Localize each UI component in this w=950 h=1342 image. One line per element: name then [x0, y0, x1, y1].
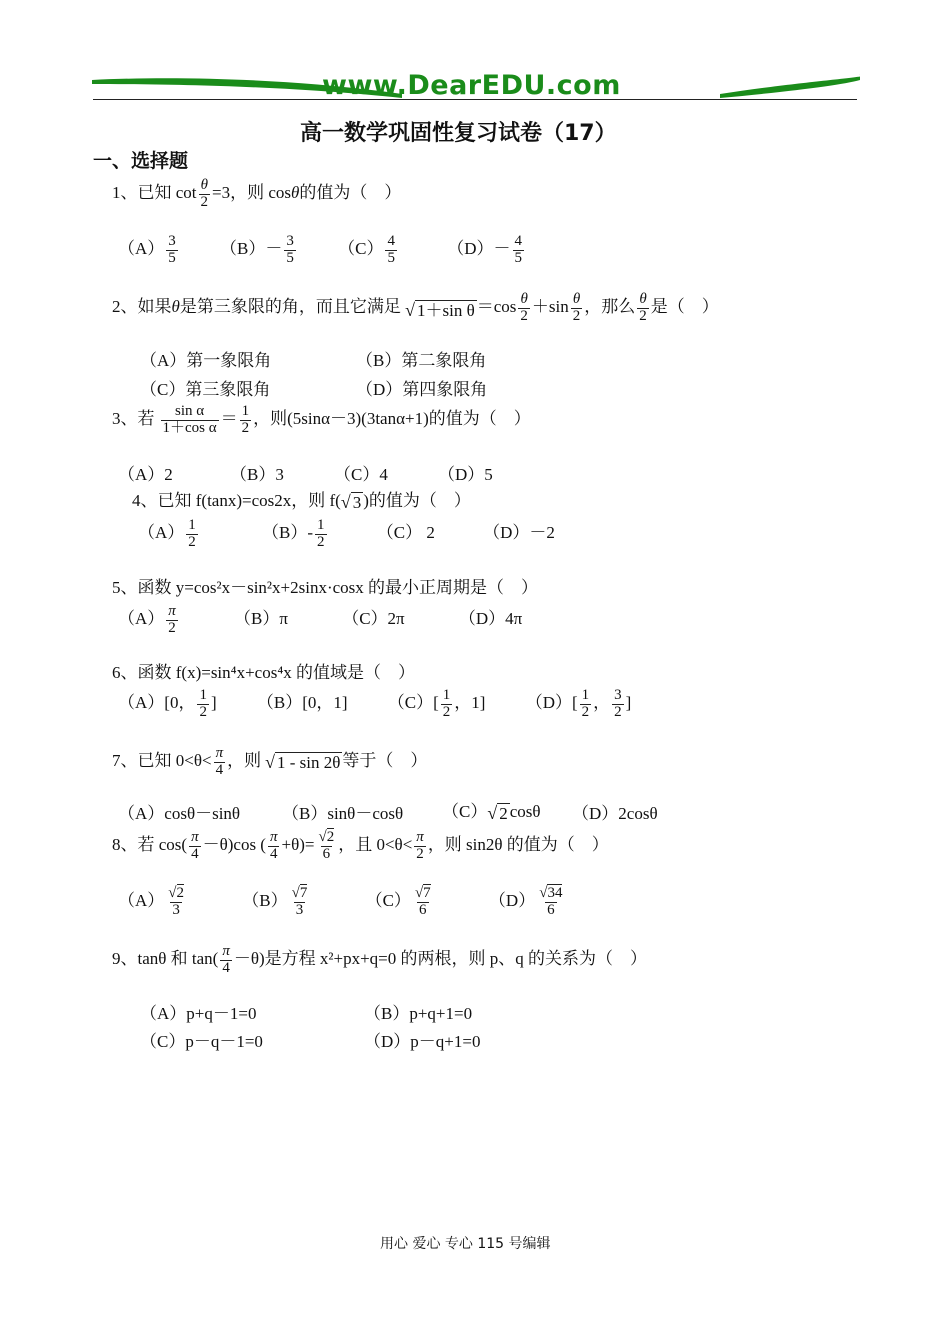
- q8-option-b: （B） $\frac{√7}{3}$: [242, 885, 308, 918]
- section-heading: 一、选择题: [93, 150, 189, 172]
- q2-option-a: （A）第一象限角: [140, 351, 272, 370]
- q9-option-b: （B）p+q+1=0: [364, 1004, 473, 1023]
- banner-logo-text: www.DearEDU.com: [322, 70, 621, 101]
- q3-option-b: （B）3: [230, 465, 284, 484]
- question-5: 5、函数 y=cos²x－sin²x+2sinx·cosx 的最小正周期是（ ）: [112, 578, 539, 597]
- question-1: 1、已知 cot $\frac{\theta}{2}$ =3，则 cosθ的值为（ ）: [112, 177, 402, 210]
- q5-options: [118, 604, 522, 637]
- q7-option-b: （B）sinθ－cosθ: [282, 804, 404, 823]
- q1-text-b: =3，则 cos: [212, 183, 292, 203]
- q2-option-c: （C）第三象限角: [140, 380, 271, 399]
- q8-option-c: （C） $\frac{√7}{6}$: [365, 885, 431, 918]
- q4-option-a: （A） $\frac{1}{2}$: [138, 517, 196, 550]
- q6-options: [118, 688, 631, 721]
- question-9: 9、tanθ 和 tan( $\frac{\pi}{4}$ －θ)是方程 x²+px+q=0 的两根，则 p、q 的关系为（ ）: [112, 943, 648, 976]
- q6-option-d: （D）[ $\frac{1}{2}$ ， $\frac{3}{2}$ ]: [525, 687, 632, 720]
- page-footer: 用心 爱心 专心 115 号编辑: [380, 1236, 551, 1252]
- q1-option-a: （A） $\frac{3}{5}$: [118, 233, 176, 266]
- q7-option-a: （A）cosθ－sinθ: [118, 804, 241, 823]
- q8-options: [118, 886, 566, 919]
- q1-frac: $\frac{\theta}{2}$: [200, 177, 209, 210]
- q1-option-b: （B）－ $\frac{3}{5}$: [220, 233, 294, 266]
- q4-option-d: （D）－2: [483, 523, 555, 543]
- q5-option-b: （B）π: [234, 609, 288, 629]
- q8-option-a: （A） $\frac{√2}{3}$: [118, 885, 185, 918]
- question-3: 3、若 $\frac{\text{sin α}}{\text{1＋cos α}}$ ＝ $\frac{1}{2}$ ，则(5sinα－3)(3tanα+1)的值为（ ）: [112, 403, 531, 436]
- q4-options: [138, 518, 555, 551]
- q4-option-b: （B）- $\frac{1}{2}$: [262, 517, 325, 550]
- page-title: 高一数学巩固性复习试卷（17）: [300, 121, 617, 146]
- q9-option-a: （A）p+q－1=0: [140, 1004, 257, 1023]
- q1-text-a: 1、已知 cot: [112, 183, 197, 203]
- q9-option-c: （C）p－q－1=0: [140, 1032, 263, 1051]
- q3-option-a: （A）2: [118, 465, 173, 484]
- q4-option-c: （C） 2: [376, 523, 435, 543]
- q6-option-a: （A）[0， $\frac{1}{2}$ ]: [118, 687, 217, 720]
- question-7: 7、已知 0<θ< $\frac{\pi}{4}$ ，则 √ 1 - sin 2θ 等于（ ）: [112, 745, 428, 778]
- question-6: 6、函数 f(x)=sin⁴x+cos⁴x 的值域是（ ）: [112, 663, 416, 682]
- q2-option-b: （B）第二象限角: [356, 351, 487, 370]
- q5-option-a: （A） $\frac{\pi}{2}$: [118, 603, 176, 636]
- q5-option-d: （D）4π: [458, 609, 523, 629]
- q2-sqrt: √ 1＋sin θ: [405, 299, 475, 320]
- q3-option-d: （D）5: [438, 465, 493, 484]
- q6-option-c: （C）[ $\frac{1}{2}$ ，1]: [387, 687, 486, 720]
- q7-option-d: （D）2cosθ: [572, 804, 658, 823]
- q6-option-b: （B）[0，1]: [256, 693, 348, 713]
- header-rule: [93, 99, 857, 100]
- q1-option-d: （D）－ $\frac{4}{5}$: [447, 233, 522, 266]
- q9-option-d: （D）p－q+1=0: [364, 1032, 481, 1051]
- question-8: 8、若 cos( $\frac{\pi}{4}$ －θ)cos ( $\frac{\pi}{4}$ +θ)= $\frac{√2}{6}$ ，且 0<θ< $\frac{\pi}{2}$ ，则 sin2θ 的值为（ ）: [112, 829, 609, 862]
- q5-option-c: （C）2π: [342, 609, 405, 629]
- q1-options: [118, 234, 526, 267]
- question-2: 2、如果θ是第三象限的角，而且它满足 √ 1＋sin θ ＝cos $\frac{\theta}{2}$ ＋sin $\frac{\theta}{2}$ ，那么 $\frac{\theta}{2}$ 是（ ）: [112, 291, 719, 324]
- question-4: 4、已知 f(tanx)=cos2x，则 f(√ 3 )的值为（ ）: [132, 491, 471, 512]
- q3-option-c: （C）4: [334, 465, 388, 484]
- q2-option-d: （D）第四象限角: [356, 380, 488, 399]
- q8-option-d: （D） $\frac{√34}{6}$: [488, 885, 563, 918]
- q7-option-c: （C）√ 2 cosθ: [442, 802, 541, 823]
- q1-option-c: （C） $\frac{4}{5}$: [338, 233, 395, 266]
